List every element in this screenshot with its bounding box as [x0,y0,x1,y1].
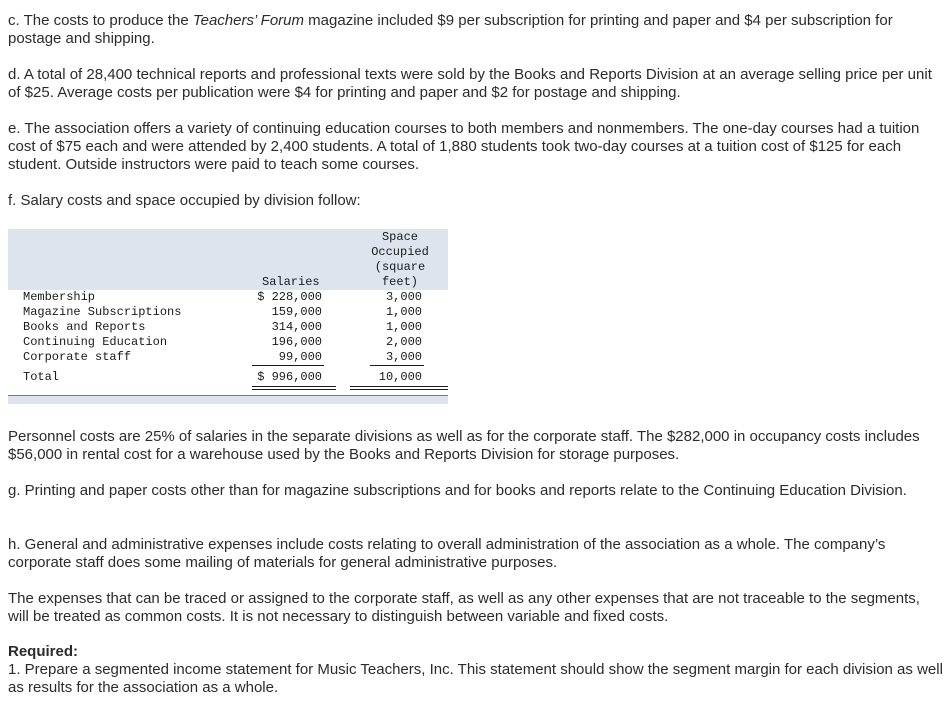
total-double-rule-space-top [350,386,448,387]
row-space: 3,000 [385,350,422,364]
header-space-line1: Space [381,230,418,244]
row-space: 2,000 [385,335,422,349]
paragraph-g: g. Printing and paper costs other than for magazine subscriptions and for books and reports relate to the Continuing Education Division. [8,482,907,499]
row-salaries: 314,000 [271,320,322,334]
paragraph-h: h. General and administrative expenses include costs relating to overall administration of the association as a whole. The company’s corporate staff does some mailing of materials for general administrative purposes. [8,536,886,571]
row-space: 3,000 [385,290,422,304]
row-space: 1,000 [385,320,422,334]
paragraph-personnel: Personnel costs are 25% of salaries in the separate divisions as well as for the corporate staff. The $282,000 in occupancy costs includes $56,000 in rental cost for a warehouse used by the Books and Reports Division for storage purposes. [8,428,920,463]
paragraph-d: d. A total of 28,400 technical reports and professional texts were sold by the Books and Reports Division at an average selling price per unit of $25. Average costs per publication were $4 for printing and paper and $2 for postage and shipping. [8,66,932,101]
row-label: Corporate staff [23,350,132,364]
paragraph-c-text-start: c. The costs to produce the [8,12,193,29]
paragraph-f: f. Salary costs and space occupied by division follow: [8,192,361,209]
subtotal-rule-salaries [252,365,324,366]
total-double-rule-space-bottom [350,389,448,390]
required-heading: Required: [8,643,79,660]
table-footer-band [8,395,448,404]
total-double-rule-salaries-bottom [252,389,336,390]
header-space-line2: Occupied [371,245,429,259]
paragraph-e: e. The association offers a variety of continuing education courses to both members and nonmembers. The one-day courses had a tuition cost of $75 each and were attended by 2,400 students. A total of 1,880 students took two-day courses at a tuition cost of $125 for each student. Outside instructors were paid to teach some courses. [8,120,920,173]
row-label: Continuing Education [23,335,168,349]
paragraph-common-costs: The expenses that can be traced or assigned to the corporate staff, as well as any other expenses that are not traceable to the segments, will be treated as common costs. It is not necessary to distinguish between variable and fixed costs. [8,590,920,625]
magazine-title: Teachers’ Forum [192,12,304,29]
total-salaries: $ 996,000 [257,370,322,384]
row-space: 1,000 [385,305,422,319]
subtotal-rule-space [370,365,424,366]
header-space-line3: (square [374,260,426,274]
row-salaries: $ 228,000 [257,290,322,304]
row-label: Membership [23,290,96,304]
header-space-line4: feet) [381,275,418,289]
total-space: 10,000 [378,370,422,384]
paragraph-c-text-end: magazine included $9 per subscription for printing and paper and $4 per subscription for postage and shipping. [8,12,893,47]
total-label: Total [23,370,60,384]
total-double-rule-salaries-top [252,386,336,387]
row-salaries: 159,000 [271,305,322,319]
row-label: Magazine Subscriptions [23,305,182,319]
row-salaries: 99,000 [278,350,322,364]
header-salaries: Salaries [262,275,320,289]
row-label: Books and Reports [23,320,146,334]
paragraph-c [8,12,943,48]
required-item-1: 1. Prepare a segmented income statement for Music Teachers, Inc. This statement should show the segment margin for each division as well as results for the association as a whole. [8,661,943,696]
row-salaries: 196,000 [271,335,322,349]
